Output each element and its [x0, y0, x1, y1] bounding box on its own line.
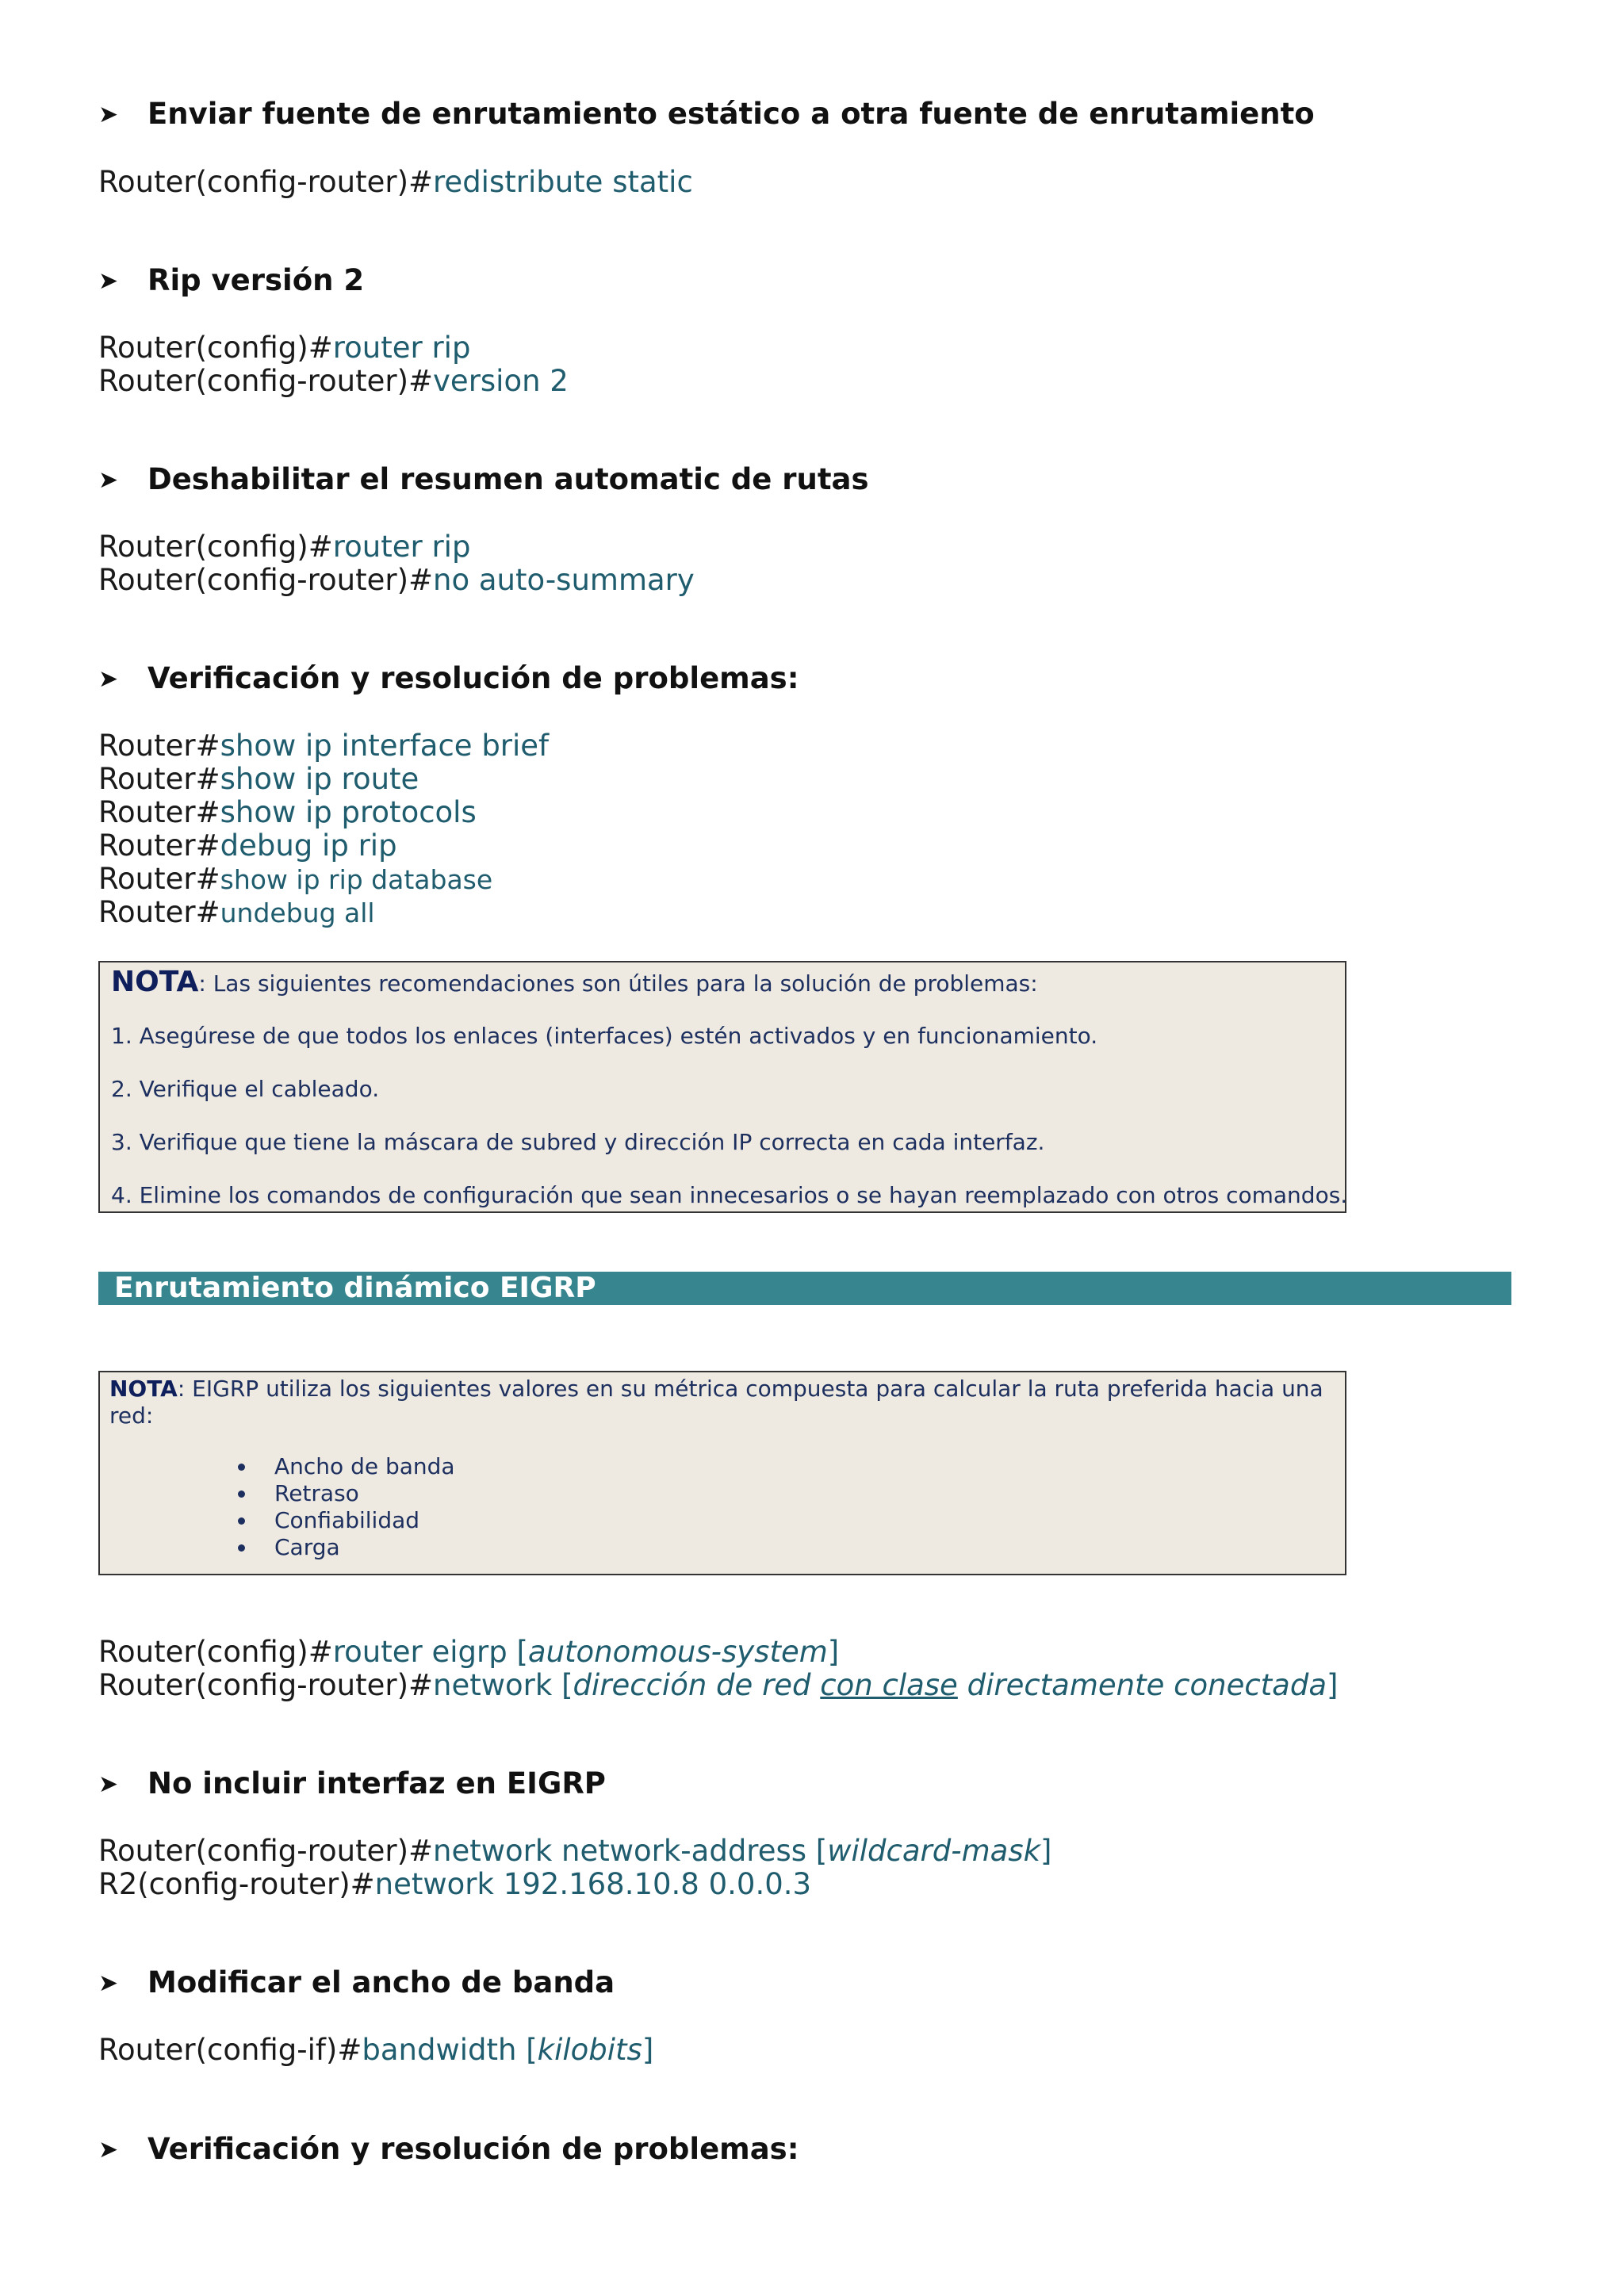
list-item: • Retraso [257, 1480, 455, 1507]
command-line [98, 166, 693, 199]
bracket: [ [815, 1834, 828, 1868]
command-line [98, 564, 695, 597]
prompt: Router# [98, 895, 220, 929]
bracket: [ [516, 1635, 528, 1669]
bracket: [ [561, 1668, 573, 1702]
command-line [98, 365, 569, 398]
note-intro-text: : Las siguientes recomendaciones son útiles para la solución de problemas: [198, 970, 1038, 997]
prompt: Router# [98, 862, 220, 896]
command: router rip [332, 331, 471, 365]
prompt: Router(config-router)# [98, 1834, 434, 1868]
command: show ip interface brief [220, 729, 550, 763]
prompt: Router(config)# [98, 331, 333, 365]
command: network 192.168.10.8 0.0.0.3 [374, 1867, 812, 1901]
command-line [98, 331, 470, 365]
prompt: Router(config-if)# [98, 2033, 362, 2067]
prompt: Router(config-router)# [98, 165, 434, 199]
bracket: ] [827, 1635, 840, 1669]
command-line [98, 2034, 653, 2067]
command: debug ip rip [220, 828, 397, 863]
bracket: [ [526, 2033, 538, 2067]
command-line [98, 829, 397, 863]
section-heading [98, 661, 799, 695]
note-item: 2. Verifique el cableado. [111, 1076, 380, 1102]
argument: directamente conectada [957, 1668, 1327, 1702]
prompt: Router(config-router)# [98, 563, 434, 597]
prompt: Router(config-router)# [98, 364, 434, 398]
heading-text: No incluir interfaz en EIGRP [147, 1766, 606, 1800]
argument: kilobits [537, 2033, 642, 2067]
note-intro [109, 1376, 1334, 1429]
arrow-bullet-icon: ➤ [98, 1770, 119, 1798]
argument-underlined: con clase [820, 1668, 958, 1702]
note-list [100, 1453, 455, 1561]
heading-text: Verificación y resolución de problemas: [147, 2132, 799, 2166]
command-line [98, 896, 375, 930]
section-heading [98, 97, 1315, 131]
prompt: Router(config)# [98, 1635, 333, 1669]
command-line [98, 729, 549, 763]
note-item: 4. Elimine los comandos de configuración que sean innecesarios o se hayan reemplazado con otros comandos. [111, 1182, 1348, 1208]
section-heading [98, 1965, 615, 1999]
command-line [98, 1669, 1338, 1702]
note-label: NOTA [111, 966, 199, 998]
command: version 2 [433, 364, 569, 398]
command: show ip protocols [220, 795, 477, 829]
note-label: NOTA [109, 1376, 178, 1402]
note-item: 3. Verifique que tiene la máscara de subred y dirección IP correcta en cada interfaz. [111, 1129, 1045, 1155]
arrow-bullet-icon: ➤ [98, 267, 119, 295]
command-line [98, 530, 470, 564]
command-line [98, 863, 492, 897]
command: router eigrp [332, 1635, 517, 1669]
command: show ip rip database [220, 864, 493, 895]
bracket: ] [1327, 1668, 1339, 1702]
prompt: Router# [98, 762, 220, 796]
prompt: Router# [98, 729, 220, 763]
arrow-bullet-icon: ➤ [98, 466, 119, 494]
command: show ip route [220, 762, 419, 796]
command: network network-address [433, 1834, 816, 1868]
note-intro [111, 966, 1038, 998]
heading-text: Enviar fuente de enrutamiento estático a otra fuente de enrutamiento [147, 97, 1315, 131]
prompt: Router(config)# [98, 530, 333, 564]
prompt: Router# [98, 828, 220, 863]
arrow-bullet-icon: ➤ [98, 665, 119, 693]
heading-text: Modificar el ancho de banda [147, 1965, 615, 1999]
arrow-bullet-icon: ➤ [98, 1969, 119, 1997]
note-box [98, 961, 1346, 1213]
arrow-bullet-icon: ➤ [98, 101, 119, 128]
command: network [433, 1668, 562, 1702]
list-item: • Carga [257, 1534, 455, 1561]
argument: autonomous-system [527, 1635, 828, 1669]
command: router rip [332, 530, 471, 564]
argument: wildcard-mask [827, 1834, 1041, 1868]
command: bandwidth [362, 2033, 527, 2067]
note-intro-text: : EIGRP utiliza los siguientes valores en su métrica compuesta para calcular la ruta preferida hacia una red: [109, 1376, 1323, 1429]
section-heading [98, 2132, 799, 2166]
prompt: Router(config-router)# [98, 1668, 434, 1702]
heading-text: Verificación y resolución de problemas: [147, 661, 799, 695]
note-item: 1. Asegúrese de que todos los enlaces (interfaces) estén activados y en funcionamiento. [111, 1023, 1098, 1049]
command-line [98, 1636, 839, 1669]
list-item: • Confiabilidad [257, 1507, 455, 1534]
command: undebug all [220, 897, 375, 928]
note-box [98, 1371, 1346, 1575]
command: redistribute static [433, 165, 693, 199]
arrow-bullet-icon: ➤ [98, 2136, 119, 2164]
bracket: ] [1040, 1834, 1052, 1868]
section-heading [98, 1766, 606, 1800]
command-line [98, 1835, 1051, 1868]
argument: dirección de red [573, 1668, 821, 1702]
section-heading [98, 263, 364, 297]
bracket: ] [642, 2033, 654, 2067]
heading-text: Deshabilitar el resumen automatic de rutas [147, 462, 869, 496]
command-line [98, 796, 477, 829]
command-line [98, 1868, 811, 1901]
prompt: R2(config-router)# [98, 1867, 375, 1901]
heading-text: Rip versión 2 [147, 263, 365, 297]
section-heading [98, 462, 869, 496]
section-banner: Enrutamiento dinámico EIGRP [98, 1272, 1511, 1305]
command: no auto-summary [433, 563, 695, 597]
prompt: Router# [98, 795, 220, 829]
list-item: • Ancho de banda [257, 1453, 455, 1480]
command-line [98, 763, 419, 796]
